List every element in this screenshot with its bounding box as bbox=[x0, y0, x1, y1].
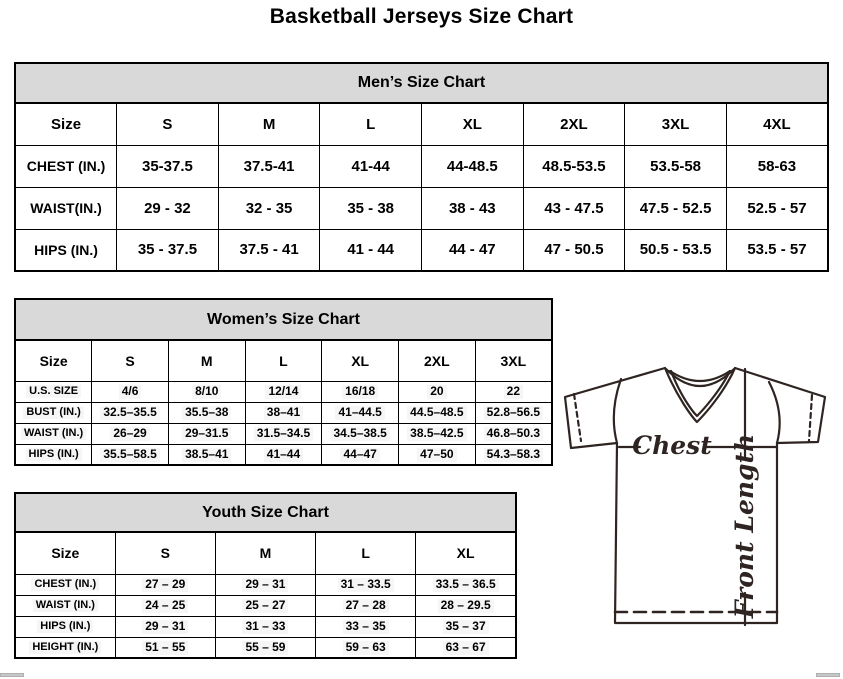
size-value-cell: 34.5–38.5 bbox=[322, 423, 399, 444]
size-value-cell: 31.5–34.5 bbox=[245, 423, 322, 444]
column-header: 3XL bbox=[625, 103, 727, 145]
size-value-cell: 27 – 29 bbox=[115, 574, 215, 595]
size-value-cell: 46.8–50.3 bbox=[475, 423, 552, 444]
column-header: M bbox=[168, 340, 245, 381]
size-value-cell: 37.5-41 bbox=[218, 145, 320, 187]
table-title: Men’s Size Chart bbox=[15, 63, 828, 103]
size-value-cell: 44 - 47 bbox=[422, 229, 524, 271]
size-value-cell: 32.5–35.5 bbox=[92, 402, 169, 423]
column-header: L bbox=[320, 103, 422, 145]
front-length-label: Front Length bbox=[730, 433, 759, 619]
row-label: WAIST(IN.) bbox=[15, 187, 117, 229]
horizontal-scrollbar-right-fragment[interactable] bbox=[816, 673, 840, 677]
row-label: WAIST (IN.) bbox=[15, 423, 92, 444]
column-header: 2XL bbox=[523, 103, 625, 145]
horizontal-scrollbar-left-fragment[interactable] bbox=[0, 673, 24, 677]
size-value-cell: 52.5 - 57 bbox=[726, 187, 828, 229]
size-value-cell: 16/18 bbox=[322, 381, 399, 402]
size-value-cell: 38 - 43 bbox=[422, 187, 524, 229]
size-value-cell: 31 – 33 bbox=[215, 616, 315, 637]
row-label: CHEST (IN.) bbox=[15, 145, 117, 187]
size-value-cell: 35 – 37 bbox=[416, 616, 516, 637]
column-header: L bbox=[245, 340, 322, 381]
size-value-cell: 29 – 31 bbox=[115, 616, 215, 637]
size-value-cell: 43 - 47.5 bbox=[523, 187, 625, 229]
row-label: HIPS (IN.) bbox=[15, 444, 92, 465]
size-value-cell: 52.8–56.5 bbox=[475, 402, 552, 423]
size-value-cell: 33 – 35 bbox=[316, 616, 416, 637]
size-value-cell: 54.3–58.3 bbox=[475, 444, 552, 465]
column-header: Size bbox=[15, 532, 115, 574]
right-sleeve-seam bbox=[769, 382, 780, 443]
size-value-cell: 35 - 38 bbox=[320, 187, 422, 229]
row-label: WAIST (IN.) bbox=[15, 595, 115, 616]
column-header: S bbox=[92, 340, 169, 381]
row-label: HEIGHT (IN.) bbox=[15, 637, 115, 658]
page-title: Basketball Jerseys Size Chart bbox=[269, 5, 574, 28]
column-header: XL bbox=[322, 340, 399, 381]
size-value-cell: 44–47 bbox=[322, 444, 399, 465]
womens-size-chart-table bbox=[14, 298, 553, 466]
size-value-cell: 55 – 59 bbox=[215, 637, 315, 658]
size-value-cell: 48.5-53.5 bbox=[523, 145, 625, 187]
column-header: 2XL bbox=[399, 340, 476, 381]
size-value-cell: 4/6 bbox=[92, 381, 169, 402]
size-value-cell: 28 – 29.5 bbox=[416, 595, 516, 616]
column-header: Size bbox=[15, 340, 92, 381]
column-header: M bbox=[218, 103, 320, 145]
chest-label: Chest bbox=[632, 431, 712, 460]
column-header: XL bbox=[416, 532, 516, 574]
size-value-cell: 20 bbox=[399, 381, 476, 402]
column-header: 4XL bbox=[726, 103, 828, 145]
size-value-cell: 38.5–41 bbox=[168, 444, 245, 465]
size-value-cell: 35.5–38 bbox=[168, 402, 245, 423]
size-value-cell: 41 - 44 bbox=[320, 229, 422, 271]
size-value-cell: 58-63 bbox=[726, 145, 828, 187]
size-value-cell: 12/14 bbox=[245, 381, 322, 402]
row-label: BUST (IN.) bbox=[15, 402, 92, 423]
column-header: L bbox=[316, 532, 416, 574]
column-header: Size bbox=[15, 103, 117, 145]
size-value-cell: 51 – 55 bbox=[115, 637, 215, 658]
size-value-cell: 47–50 bbox=[399, 444, 476, 465]
right-cuff-dashed-line bbox=[809, 395, 812, 441]
jersey-body-outline bbox=[565, 368, 825, 623]
size-value-cell: 29–31.5 bbox=[168, 423, 245, 444]
size-value-cell: 37.5 - 41 bbox=[218, 229, 320, 271]
size-value-cell: 29 – 31 bbox=[215, 574, 315, 595]
row-label: HIPS (IN.) bbox=[15, 616, 115, 637]
mens-size-chart-table bbox=[14, 62, 829, 272]
column-header: S bbox=[115, 532, 215, 574]
size-value-cell: 22 bbox=[475, 381, 552, 402]
column-header: 3XL bbox=[475, 340, 552, 381]
size-value-cell: 44.5–48.5 bbox=[399, 402, 476, 423]
size-value-cell: 35.5–58.5 bbox=[92, 444, 169, 465]
size-value-cell: 25 – 27 bbox=[215, 595, 315, 616]
size-value-cell: 32 - 35 bbox=[218, 187, 320, 229]
size-value-cell: 47.5 - 52.5 bbox=[625, 187, 727, 229]
column-header: S bbox=[117, 103, 219, 145]
size-value-cell: 8/10 bbox=[168, 381, 245, 402]
youth-size-chart-table bbox=[14, 492, 517, 659]
size-value-cell: 38.5–42.5 bbox=[399, 423, 476, 444]
left-sleeve-seam bbox=[614, 379, 621, 443]
size-value-cell: 63 – 67 bbox=[416, 637, 516, 658]
size-value-cell: 35-37.5 bbox=[117, 145, 219, 187]
size-value-cell: 24 – 25 bbox=[115, 595, 215, 616]
table-title: Women’s Size Chart bbox=[15, 299, 552, 340]
column-header: M bbox=[215, 532, 315, 574]
size-value-cell: 26–29 bbox=[92, 423, 169, 444]
size-value-cell: 31 – 33.5 bbox=[316, 574, 416, 595]
row-label: U.S. SIZE bbox=[15, 381, 92, 402]
size-value-cell: 53.5-58 bbox=[625, 145, 727, 187]
size-value-cell: 53.5 - 57 bbox=[726, 229, 828, 271]
size-value-cell: 47 - 50.5 bbox=[523, 229, 625, 271]
table-title: Youth Size Chart bbox=[15, 493, 516, 532]
size-value-cell: 41–44 bbox=[245, 444, 322, 465]
size-value-cell: 59 – 63 bbox=[316, 637, 416, 658]
size-value-cell: 44-48.5 bbox=[422, 145, 524, 187]
size-value-cell: 41–44.5 bbox=[322, 402, 399, 423]
size-value-cell: 27 – 28 bbox=[316, 595, 416, 616]
size-value-cell: 33.5 – 36.5 bbox=[416, 574, 516, 595]
jersey-outline-icon bbox=[555, 355, 843, 679]
size-value-cell: 41-44 bbox=[320, 145, 422, 187]
left-cuff-dashed-line bbox=[574, 394, 581, 441]
size-value-cell: 35 - 37.5 bbox=[117, 229, 219, 271]
row-label: HIPS (IN.) bbox=[15, 229, 117, 271]
column-header: XL bbox=[422, 103, 524, 145]
row-label: CHEST (IN.) bbox=[15, 574, 115, 595]
size-value-cell: 29 - 32 bbox=[117, 187, 219, 229]
size-value-cell: 38–41 bbox=[245, 402, 322, 423]
jersey-measurement-diagram bbox=[555, 355, 843, 679]
size-value-cell: 50.5 - 53.5 bbox=[625, 229, 727, 271]
